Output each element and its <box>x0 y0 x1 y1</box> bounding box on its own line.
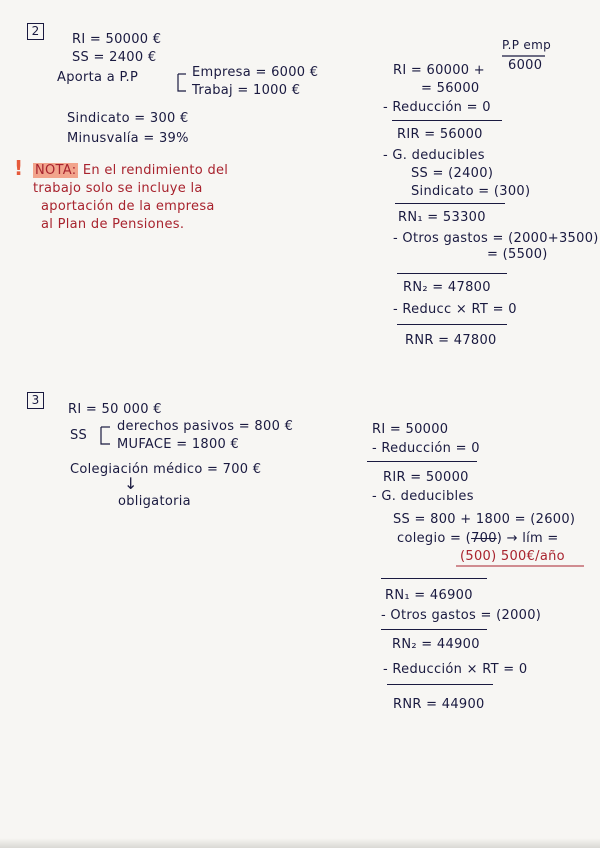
ex3-rnr: RNR = 44900 <box>393 697 485 712</box>
ex2-pp-label: P.P emp <box>502 38 552 52</box>
ex2-rir: RIR = 56000 <box>397 127 483 142</box>
ex3-ss-prefix: SS <box>70 428 88 443</box>
ex2-minusvalia: Minusvalía = 39% <box>67 131 189 146</box>
ex2-rnr: RNR = 47800 <box>405 333 497 348</box>
ex2-ss-right: SS = (2400) <box>411 166 494 181</box>
note-line-3: aportación de la empresa <box>41 199 215 214</box>
ex2-gdeducibles: - G. deducibles <box>383 148 485 163</box>
ex3-derechos: derechos pasivos = 800 € <box>117 419 294 434</box>
note-label: NOTA: <box>35 163 77 178</box>
note-text-1: En el rendimiento del <box>82 163 229 178</box>
ex3-rn2: RN₂ = 44900 <box>392 637 480 652</box>
ex2-rn2: RN₂ = 47800 <box>403 280 491 295</box>
ex2-sindicato: Sindicato = 300 € <box>67 111 189 126</box>
ex3-reduccion: - Reducción = 0 <box>372 441 480 456</box>
ex3-reduccion-rt: - Reducción × RT = 0 <box>383 662 528 677</box>
exercise-3-number-box: 3 <box>27 392 44 409</box>
colegio-prefix: colegio = ( <box>397 531 472 546</box>
ex3-otros-gastos: - Otros gastos = (2000) <box>381 608 542 623</box>
ex2-sindicato-right: Sindicato = (300) <box>411 184 531 199</box>
ex2-otros-sum: = (5500) <box>487 247 548 262</box>
ex3-colegio-limit: (500) 500€/año <box>460 549 565 564</box>
ex3-gdeducibles: - G. deducibles <box>372 489 474 504</box>
ex3-mufache: MUFACE = 1800 € <box>117 437 240 452</box>
ex2-pp-value: 6000 <box>508 58 543 73</box>
ex2-aporta: Aporta a P.P <box>57 70 139 85</box>
ex3-ss-right: SS = 800 + 1800 = (2600) <box>393 512 576 527</box>
note-line-4: al Plan de Pensiones. <box>41 217 185 232</box>
ex3-ri-right: RI = 50000 <box>372 422 449 437</box>
ex2-ss: SS = 2400 € <box>72 50 157 65</box>
aporta-bracket <box>178 74 186 91</box>
ex2-rn1: RN₁ = 53300 <box>398 210 486 225</box>
ex3-rir: RIR = 50000 <box>383 470 469 485</box>
ss-bracket <box>101 427 110 444</box>
ex2-empresa: Empresa = 6000 € <box>192 65 319 80</box>
ex2-ri-line: RI = 60000 + <box>393 63 486 78</box>
ex3-rn1: RN₁ = 46900 <box>385 588 473 603</box>
ex2-ri: RI = 50000 € <box>72 32 162 47</box>
ex2-ri-sum: = 56000 <box>421 81 480 96</box>
ex3-obligatoria: obligatoria <box>118 494 191 509</box>
exercise-2-number-box: 2 <box>27 23 44 40</box>
note-line-2: trabajo solo se incluye la <box>33 181 203 196</box>
ex3-colegiacion: Colegiación médico = 700 € <box>70 462 262 477</box>
page-bottom-edge <box>0 838 600 848</box>
colegio-struck-value: 700 <box>471 531 497 546</box>
colegio-suffix: ) → lím = <box>496 531 559 546</box>
ex2-trabaj: Trabaj = 1000 € <box>192 83 301 98</box>
ex3-ri: RI = 50 000 € <box>68 402 162 417</box>
exclamation-icon: ! <box>14 156 24 180</box>
ex2-otros-gastos: - Otros gastos = (2000+3500) <box>393 231 599 246</box>
ex2-reduccion: - Reducción = 0 <box>383 100 491 115</box>
ex2-reducc-rt: - Reducc × RT = 0 <box>393 302 517 317</box>
down-arrow-icon: ↓ <box>124 474 138 493</box>
